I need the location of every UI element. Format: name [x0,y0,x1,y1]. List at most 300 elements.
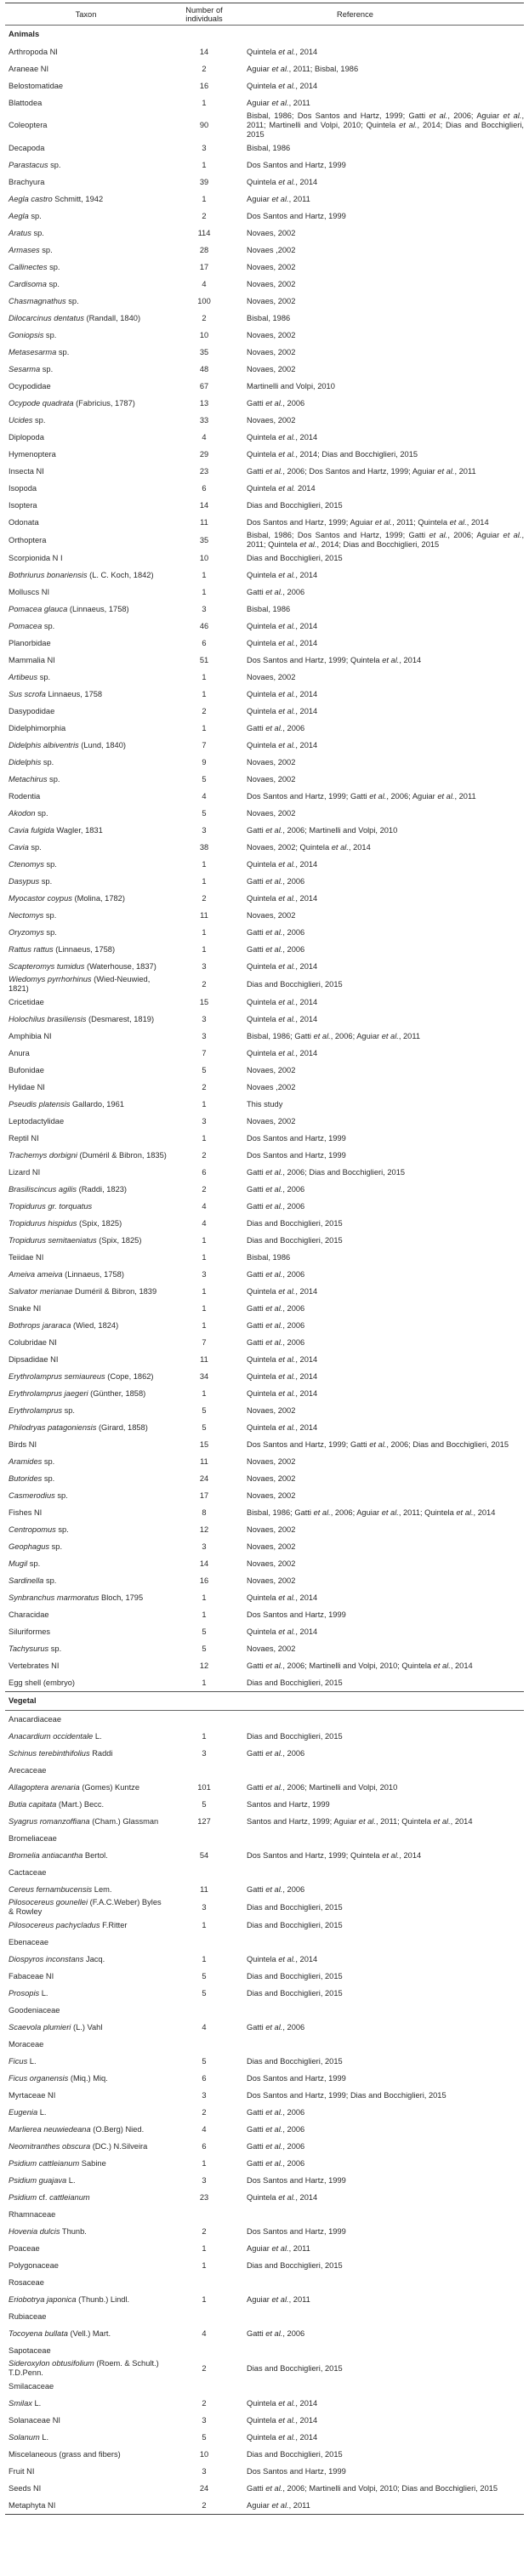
taxon-cell [5,191,167,208]
individuals-count: 11 [200,1456,208,1466]
taxon-plain: (Linnaeus, 1758) [67,604,129,613]
individuals-count: 1 [202,1610,207,1619]
taxon-cell [5,463,167,480]
taxon-italic: Cardisoma [9,279,47,288]
taxon-italic: Butorides [9,1473,43,1483]
individuals-count: 1 [202,98,207,107]
et-al-text: et al. [369,791,387,801]
reference-cell: Dos Santos and Hartz, 1999 [247,2226,346,2236]
taxon-italic: Casmerodius [9,1490,55,1500]
table-row [5,2446,524,2463]
taxon-italic: Didelphis albiventris [9,740,79,749]
family-name: Arecaceae [9,1765,47,1775]
family-row [5,1830,524,1847]
table-row [5,1898,524,1917]
individuals-count: 1 [202,2243,207,2253]
reference-cell: Quintela et al., 2014 [247,1954,318,1963]
table-row [5,531,524,550]
table-row [5,276,524,293]
taxon-cell [5,1045,167,1062]
reference-cell: Gatti et al., 2006; Martinelli and Volpi, 2010; Quintela et al., 2014 [247,1661,473,1670]
table-row [5,1198,524,1215]
taxon-cell [5,771,167,788]
reference-cell: Dias and Bocchiglieri, 2015 [247,1235,343,1245]
et-al-text: et al. [265,2107,283,2117]
et-al-text: et al. [265,466,283,476]
section-row [5,26,524,44]
taxon-italic: Didelphis [9,757,42,767]
taxon-italic: Pomacea glauca [9,604,68,613]
reference-cell: Quintela et al., 2014 [247,2192,318,2202]
individuals-count: 16 [199,1576,209,1585]
taxon-plain: Dipsadidae NI [9,1354,59,1364]
taxon-plain: Didelphimorphia [9,723,66,732]
taxon-plain: sp. [49,1542,63,1551]
reference-cell: Dias and Bocchiglieri, 2015 [247,1731,343,1741]
taxon-italic: Cavia fulgida [9,825,54,835]
taxon-cell [5,1640,167,1657]
reference-cell: Gatti et al., 2006; Martinelli and Volpi, 2010 [247,825,398,835]
reference-cell: Gatti et al., 2006 [247,927,305,937]
taxon-plain: Siluriformes [9,1627,51,1636]
taxon-italic: Ctenomys [9,859,44,869]
taxon-italic: Ocypode quadrata [9,398,74,407]
taxon-italic: Neomitranthes obscura [9,2141,91,2151]
et-al-text: et al. [358,1816,376,1826]
taxon-cell [5,60,167,77]
taxon-plain: sp. [28,211,42,220]
taxon-italic: Schinus terebinthifolius [9,1748,90,1758]
reference-cell: Quintela et al., 2014 [247,621,318,630]
et-al-text: et al. [278,570,296,579]
table-row [5,2223,524,2240]
table-row [5,1728,524,1745]
taxon-cell [5,652,167,669]
reference-cell: Dias and Bocchiglieri, 2015 [247,1218,343,1228]
individuals-count: 5 [202,1065,207,1074]
reference-cell: Quintela et al., 2014 [247,177,318,186]
table-row [5,412,524,429]
table-row [5,1538,524,1555]
individuals-count: 2 [202,979,207,989]
table-row [5,1215,524,1232]
et-al-text: et al. [381,1507,399,1517]
taxon-plain: sp. [39,876,53,886]
reference-cell: Aguiar et al., 2011 [242,2497,524,2515]
et-al-text: et al. [437,466,455,476]
taxon-cell [5,839,167,856]
table-row [5,1130,524,1147]
table-row [5,1283,524,1300]
reference-cell: Bisbal, 1986; Gatti et al., 2006; Aguiar et al., 2011; Quintela et al., 2014 [247,1507,496,1517]
taxon-plain: (Wied, 1824) [71,1320,119,1330]
taxon-italic: Philodryas patagoniensis [9,1422,97,1432]
reference-cell: Dos Santos and Hartz, 1999; Gatti et al., 2006; Aguiar et al., 2011 [247,791,476,801]
taxon-cell [5,446,167,463]
individuals-count: 6 [202,1167,207,1177]
taxon-plain: L. [27,2056,37,2066]
taxon-cell [5,412,167,429]
taxon-italic: Butia capitata [9,1799,57,1809]
table-row [5,2070,524,2087]
taxon-cell [5,1796,167,1813]
individuals-count: 5 [202,1988,207,1998]
taxon-cell [5,2359,167,2378]
table-row [5,584,524,601]
individuals-count: 1 [202,1731,207,1741]
individuals-count: 3 [202,1902,207,1912]
taxon-cell [5,1623,167,1640]
taxon-plain: sp. [54,1490,68,1500]
taxon-italic: Pilosocereus gounellei [9,1898,88,1906]
taxon-plain: L. [93,1731,102,1741]
table-row [5,788,524,805]
et-al-text: et al. [265,876,283,886]
taxon-italic: Erythrolamprus [9,1405,63,1415]
taxon-italic: Metasesarma [9,347,57,356]
individuals-count: 10 [199,2449,209,2459]
individuals-count: 2 [167,2497,242,2515]
taxon-cell [5,344,167,361]
et-al-text: et al. [265,2124,283,2134]
individuals-count: 13 [199,398,209,407]
taxon-cell [5,669,167,686]
table-row [5,2172,524,2189]
table-row [5,1113,524,1130]
individuals-count: 48 [199,364,209,373]
taxon-plain: L. [31,2398,42,2408]
table-row [5,1657,524,1674]
et-al-text: et al. [265,944,283,954]
et-al-text: et al. [271,2294,289,2304]
et-al-text: et al. [265,1167,283,1177]
taxon-cell [5,1985,167,2002]
table-row [5,1555,524,1572]
table-row [5,208,524,225]
taxon-cell [5,2395,167,2412]
individuals-count: 2 [202,2107,207,2117]
reference-cell: Quintela et al., 2014 [247,961,318,971]
individuals-count: 4 [202,432,207,442]
individuals-count: 17 [199,1490,209,1500]
reference-cell: Gatti et al., 2006 [247,2107,305,2117]
taxon-cell [5,2172,167,2189]
reference-cell: Quintela et al., 2014 [247,893,318,903]
reference-cell: Aguiar et al., 2011; Bisbal, 1986 [247,64,359,73]
taxon-italic: cattleianum [49,2192,90,2202]
taxon-cell [5,1181,167,1198]
taxon-italic: Scapteromys tumidus [9,961,85,971]
table-row [5,686,524,703]
reference-cell: Dos Santos and Hartz, 1999; Quintela et al., 2014 [247,1850,422,1860]
taxon-cell [5,94,167,111]
taxon-plain: Cricetidae [9,997,44,1006]
taxon-cell [5,1589,167,1606]
individuals-count: 28 [199,245,209,254]
et-al-text: et al. [433,1661,451,1670]
individuals-count: 1 [202,1320,207,1330]
individuals-count: 4 [202,2022,207,2032]
table-row [5,174,524,191]
taxon-cell [5,2121,167,2138]
et-al-text: et al. [313,1507,331,1517]
reference-cell: Santos and Hartz, 1999; Aguiar et al., 2011; Quintela et al., 2014 [247,1816,473,1826]
taxon-cell [5,1368,167,1385]
table-row [5,1779,524,1796]
reference-cell: Dias and Bocchiglieri, 2015 [247,979,343,989]
taxon-italic: Pomacea [9,621,43,630]
reference-cell: Gatti et al., 2006 [247,1201,305,1211]
taxon-plain: Blattodea [9,98,43,107]
family-row [5,2378,524,2395]
reference-cell: Novaes, 2002 [247,296,296,305]
individuals-count: 2 [202,1184,207,1194]
taxon-plain: (Gomes) Kuntze [79,1782,140,1792]
taxon-cell [5,2104,167,2121]
taxon-plain: Bloch, 1795 [99,1593,144,1602]
individuals-count: 2 [202,313,207,322]
taxon-italic: Syagrus romanzoffiana [9,1816,90,1826]
reference-cell: Dos Santos and Hartz, 1999; Aguiar et al., 2011; Quintela et al., 2014 [247,517,489,527]
reference-cell: Quintela et al., 2014 [247,2432,318,2442]
et-al-text: et al. [265,1748,283,1758]
reference-cell: Novaes, 2002; Quintela et al., 2014 [247,842,371,852]
individuals-count: 24 [199,2483,209,2493]
taxon-plain: Thunb. [60,2226,87,2236]
table-row [5,1164,524,1181]
table-row [5,2104,524,2121]
reference-cell: Novaes, 2002 [247,672,296,681]
et-al-text: et al. [265,2022,283,2032]
reference-cell: Novaes, 2002 [247,1525,296,1534]
taxon-cell [5,77,167,94]
table-row [5,601,524,618]
individuals-count: 14 [199,1559,209,1568]
reference-cell: Gatti et al., 2006 [247,1884,305,1894]
individuals-count: 3 [202,1542,207,1551]
table-row [5,1317,524,1334]
taxon-plain: Solanaceae NI [9,2415,60,2425]
table-row [5,463,524,480]
taxon-plain: Odonata [9,517,39,527]
table-row [5,395,524,412]
reference-cell: Dos Santos and Hartz, 1999; Dias and Bocchiglieri, 2015 [247,2090,447,2100]
individuals-count: 8 [202,1507,207,1517]
taxon-plain: sp. [42,621,55,630]
individuals-count: 4 [202,1218,207,1228]
column-header-number: Number of individuals [167,3,242,26]
et-al-text: et al. [265,2483,283,2493]
et-al-text: et al. [278,997,296,1006]
taxon-cell [5,327,167,344]
taxon-plain: Araneae NI [9,64,49,73]
et-al-text: et al. [278,81,296,90]
taxon-plain: Hymenoptera [9,449,56,459]
taxon-plain: Belostomatidae [9,81,64,90]
taxon-cell [5,686,167,703]
taxon-plain: Planorbidae [9,638,51,647]
taxon-cell [5,1572,167,1589]
table-row [5,2395,524,2412]
reference-cell: Dias and Bocchiglieri, 2015 [247,1988,343,1998]
taxon-plain: sp. [35,808,48,818]
individuals-count: 100 [197,296,211,305]
individuals-count: 35 [199,347,209,356]
individuals-count: 1 [202,1388,207,1398]
reference-cell: Quintela et al., 2014 [247,1371,318,1381]
table-row [5,2019,524,2036]
individuals-count: 5 [202,1422,207,1432]
taxon-italic: Aratus [9,228,31,237]
individuals-count: 1 [202,1286,207,1296]
reference-cell: Gatti et al., 2006 [247,398,305,407]
taxon-plain: sp. [42,1473,55,1483]
table-row [5,805,524,822]
taxon-cell [5,293,167,310]
et-al-text: et al. [278,1286,296,1296]
taxon-cell [5,208,167,225]
individuals-count: 114 [197,228,211,237]
individuals-count: 1 [202,1303,207,1313]
taxon-plain: sp. [65,296,79,305]
table-row [5,1249,524,1266]
section-title: Animals [9,30,40,38]
reference-cell: Novaes, 2002 [247,1065,296,1074]
taxon-cell [5,1215,167,1232]
taxon-italic: Sus scrofa [9,689,46,698]
individuals-count: 7 [202,740,207,749]
taxon-cell [5,1881,167,1898]
et-al-text: et al. [271,2243,289,2253]
taxon-plain: Mammalia NI [9,655,55,664]
table-row [5,497,524,514]
et-al-text: et al. [265,1884,283,1894]
et-al-text: et al. [278,1593,296,1602]
taxon-cell [5,856,167,873]
table-row [5,2480,524,2497]
individuals-count: 6 [202,483,207,493]
taxon-cell [5,1147,167,1164]
taxon-italic: Brasiliscincus agilis [9,1184,77,1194]
reference-cell: Gatti et al., 2006 [247,2158,305,2168]
taxon-italic: Chasmagnathus [9,296,66,305]
taxon-italic: Marlierea neuwiedeana [9,2124,91,2134]
reference-cell: Quintela et al., 2014 [247,2398,318,2408]
taxon-cell [5,788,167,805]
taxon-plain: Leptodactylidae [9,1116,65,1126]
et-al-text: et al. [278,1954,296,1963]
taxon-italic: Aegla castro [9,194,53,203]
taxon-plain: (Desmarest, 1819) [86,1014,155,1023]
taxon-cell [5,1657,167,1674]
et-al-text: et al. [265,2141,283,2151]
table-row [5,1572,524,1589]
taxon-plain: Arthropoda NI [9,47,58,56]
et-al-text: et al. [278,689,296,698]
reference-cell: Bisbal, 1986; Dos Santos and Hartz, 1999; Gatti et al., 2006; Aguiar et al., 2011; Quintela et al., 2014; Dias and Bocchiglieri, 2015 [247,531,525,549]
taxon-plain: (L. C. Koch, 1842) [87,570,154,579]
table-row [5,94,524,111]
family-name: Bromeliaceae [9,1833,57,1843]
taxon-cell [5,1249,167,1266]
table-row [5,873,524,890]
taxon-plain: sp. [37,672,51,681]
et-al-text: et al. [449,517,467,527]
individuals-count: 2 [202,211,207,220]
reference-cell: Novaes, 2002 [247,757,296,767]
taxon-plain: Molluscs NI [9,587,50,596]
table-row [5,1881,524,1898]
table-row [5,771,524,788]
table-row [5,669,524,686]
taxon-plain: L. [39,2432,49,2442]
table-row [5,2497,524,2515]
taxon-italic: Rattus rattus [9,944,54,954]
reference-cell: Novaes, 2002 [247,1490,296,1500]
taxon-cell [5,2257,167,2274]
taxon-cell [5,310,167,327]
taxon-italic: Diospyros inconstans [9,1954,84,1963]
table-row [5,378,524,395]
table-row [5,2138,524,2155]
table-row [5,890,524,907]
individuals-count: 1 [202,194,207,203]
table-row [5,429,524,446]
reference-cell: Bisbal, 1986 [247,143,291,152]
table-row [5,2359,524,2378]
reference-cell: Bisbal, 1986 [247,313,291,322]
table-row [5,2240,524,2257]
reference-cell: Gatti et al., 2006 [247,944,305,954]
taxon-plain: Bufonidae [9,1065,44,1074]
table-row [5,839,524,856]
taxon-italic: Solanum [9,2432,40,2442]
taxon-cell [5,754,167,771]
reference-cell: Aguiar et al., 2011 [247,2294,310,2304]
individuals-count: 4 [202,791,207,801]
taxon-italic: Psidium [9,2192,37,2202]
taxon-italic: Salvator merianae [9,1286,73,1296]
individuals-count: 46 [199,621,209,630]
family-row [5,2342,524,2359]
reference-cell: Gatti et al., 2006 [247,1337,305,1347]
taxon-cell [5,1130,167,1147]
taxon-plain: Brachyura [9,177,45,186]
taxon-plain: Gallardo, 1961 [70,1099,124,1108]
et-al-text: et al. [265,723,283,732]
reference-cell: Gatti et al., 2006 [247,1184,305,1194]
taxon-plain: (Girard, 1858) [96,1422,148,1432]
taxon-cell [5,994,167,1011]
individuals-count: 51 [199,655,209,664]
table-row [5,1045,524,1062]
table-row [5,1402,524,1419]
taxon-cell [5,1538,167,1555]
table-row [5,1589,524,1606]
taxon-cell [5,1779,167,1796]
et-al-text: et al. [382,1850,400,1860]
family-name: Moraceae [9,2039,44,2049]
table-row [5,1351,524,1368]
individuals-count: 9 [202,757,207,767]
individuals-count: 7 [202,1048,207,1057]
et-al-text: et al. [265,1782,283,1792]
individuals-count: 3 [202,1748,207,1758]
taxon-cell [5,890,167,907]
individuals-count: 3 [202,2466,207,2476]
reference-cell: Dos Santos and Hartz, 1999 [247,160,346,169]
et-al-text: et al. [278,893,296,903]
